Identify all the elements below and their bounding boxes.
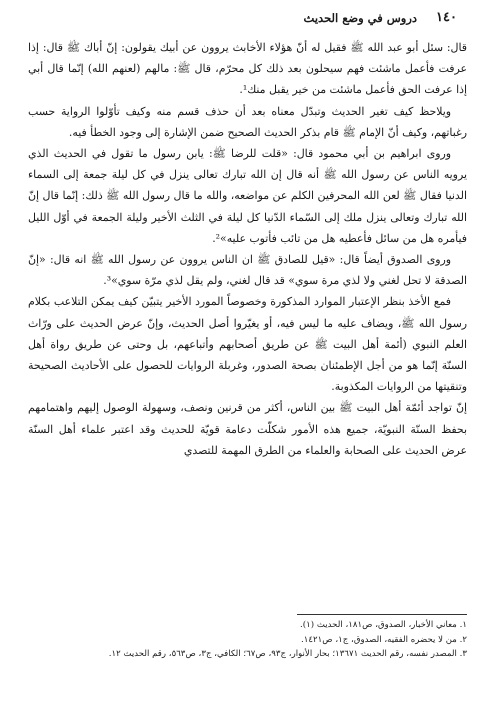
body-text	[28, 37, 467, 461]
footnote-2: ٢. من لا يحضره الفقيه، الصدوق، ج١، ص١٤٢١.	[301, 634, 467, 645]
paragraph-3: وروى ابراهيم بن أبي محمود قال: «قلت للرضا ﷺ: يابن رسول ما تقول في الحديث الذي يرويه الناس عن رسول الله ﷺ أنه قال إن الله تبارك تعالى ينزل في كل ليلة جمعة إلى السماء الدنيا فقال ﷺ لعن الله المحرفين الكلم عن مواضعه، والله ما قال رسول الله ﷺ ذلك: إنّما قال إنّ الله تبارك وتعالى ينزل ملك إلى السّماء الدّنيا كل ليلة في الثلث الأخير وليلة الجمعة في أوّل الليل فيأمره هل من سائل فأعطيه هل من تائب فأتوب عليه»².	[28, 147, 467, 245]
footnote-1: ١. معاني الأخبار، الصدوق، ص١٨١، الحديث (١).	[300, 620, 467, 630]
footnote-divider	[297, 614, 467, 615]
paragraph-5: فمع الأخذ بنظر الإعتبار الموارد المذكورة وخصوصاً المورد الأخير يتبيّن كيف يمكن التلاعب بكلام رسول الله ﷺ، ويضاف عليه ما ليس فيه، أو يغيّروا أصل الحديث، وإنّ عرض الحديث على ورّاث العلم النبوي (أئمة أهل البيت ﷺ عن طريق أصحابهم وأتباعهم، بل وحتى عن طريق رواة أهل السنّة إنّما هو من أجل الإطمئنان بصحة الصدور، وغربلة الروايات للحصول على الأحاديث الصحيحة وتنقيتها من الروايات المكذوبة.	[28, 295, 467, 394]
page-number: ١٤٠	[436, 10, 457, 25]
paragraph-1: قال: سئل أبو عبد الله ﷺ فقيل له أنّ هؤلاء الأخابث يروون عن أبيك يقولون: إنّ أباك ﷺ قال: إذا عرفت فأعمل ماشئت فهم سيحلون بعد ذلك كل محرّم، قال ﷺ: مالهم (لعنهم الله) إنّما قال أبي إذا عرفت الحق فأعمل ماشئت من خير يقبل منك¹.	[28, 41, 467, 97]
paragraph-4: وروى الصدوق أيضاً قال: «قيل للصادق ﷺ ان الناس يروون عن رسول الله ﷺ انه قال: «إنّ الصدقة لا تحل لغني ولا لذي مرة سوي» قد قال لغني، ولم يقل لذي مرّة سوي»³.	[28, 253, 467, 288]
page-header	[0, 10, 497, 28]
footnote-3: ٣. المصدر نفسه، رقم الحديث ١٣٦٧١؛ بحار الأنوار، ج٩٣، ص٦٧؛ الكافي، ج٣، ص٥٦٣، رقم الحديث ١٢.	[108, 649, 467, 659]
paragraph-6: إنّ تواجد أئمّة أهل البيت ﷺ بين الناس، أكثر من قرنين ونصف، وسهولة الوصول إليهم واهتمامهم بحفظ السنّة النبويّة، جميع هذه الأمور شكلّت دعامة قويّة للحديث وقد اعتبر علماء أهل السنّة عرض الحديث على الصحابة والعلماء من الطرق المهمة للتصدي	[28, 401, 467, 457]
footnotes	[28, 618, 467, 662]
running-title: دروس في وضع الحديث	[303, 11, 417, 25]
paragraph-2: ويلاحظ كيف تغير الحديث وتبدّل معناه بعد أن حذف قسم منه وكيف تأوّلوا الرواية حسب رغباتهم، وكيف أنّ الإمام ﷺ قام بذكر الحديث الصحيح ضمن الإشارة إلى وجود الخطأ فيه.	[28, 104, 467, 139]
